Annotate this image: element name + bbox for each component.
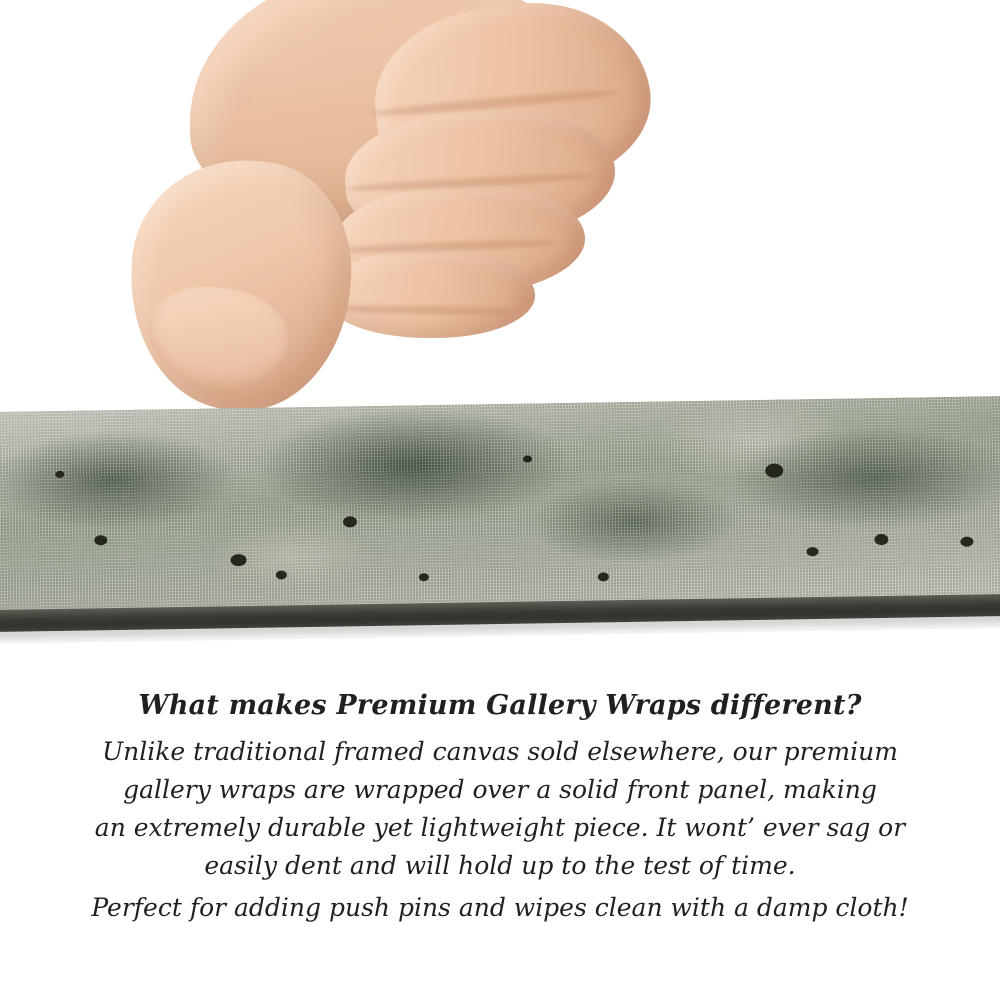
canvas-speck: [276, 570, 287, 579]
caption-line-3: an extremely durable yet lightweight piece. It wont’ ever sag or: [94, 813, 906, 842]
canvas-texture-surface: [0, 396, 1000, 616]
canvas-speck: [94, 535, 107, 545]
canvas-speck: [960, 537, 973, 547]
canvas-speck: [231, 554, 247, 566]
caption-line-1: Unlike traditional framed canvas sold elsewhere, our premium: [102, 737, 898, 766]
caption-block: [0, 690, 1000, 927]
finger-little: [325, 248, 535, 338]
hand-icon: [120, 0, 680, 410]
canvas-speck: [598, 572, 609, 581]
canvas-speck: [55, 471, 64, 478]
canvas-speck: [806, 547, 818, 556]
canvas-speck: [765, 464, 783, 478]
caption-heading: What makes Premium Gallery Wraps different?: [138, 690, 862, 721]
canvas-speck: [419, 573, 429, 581]
caption-line-4: easily dent and will hold up to the test of time.: [204, 851, 796, 880]
canvas-speck: [523, 455, 532, 462]
canvas-edge-icon: [0, 396, 1000, 644]
caption-line-2: gallery wraps are wrapped over a solid front panel, making: [123, 775, 877, 804]
canvas-speck: [343, 516, 357, 527]
caption-line-5: Perfect for adding push pins and wipes clean with a damp cloth!: [91, 893, 909, 922]
canvas-speck: [874, 534, 888, 545]
